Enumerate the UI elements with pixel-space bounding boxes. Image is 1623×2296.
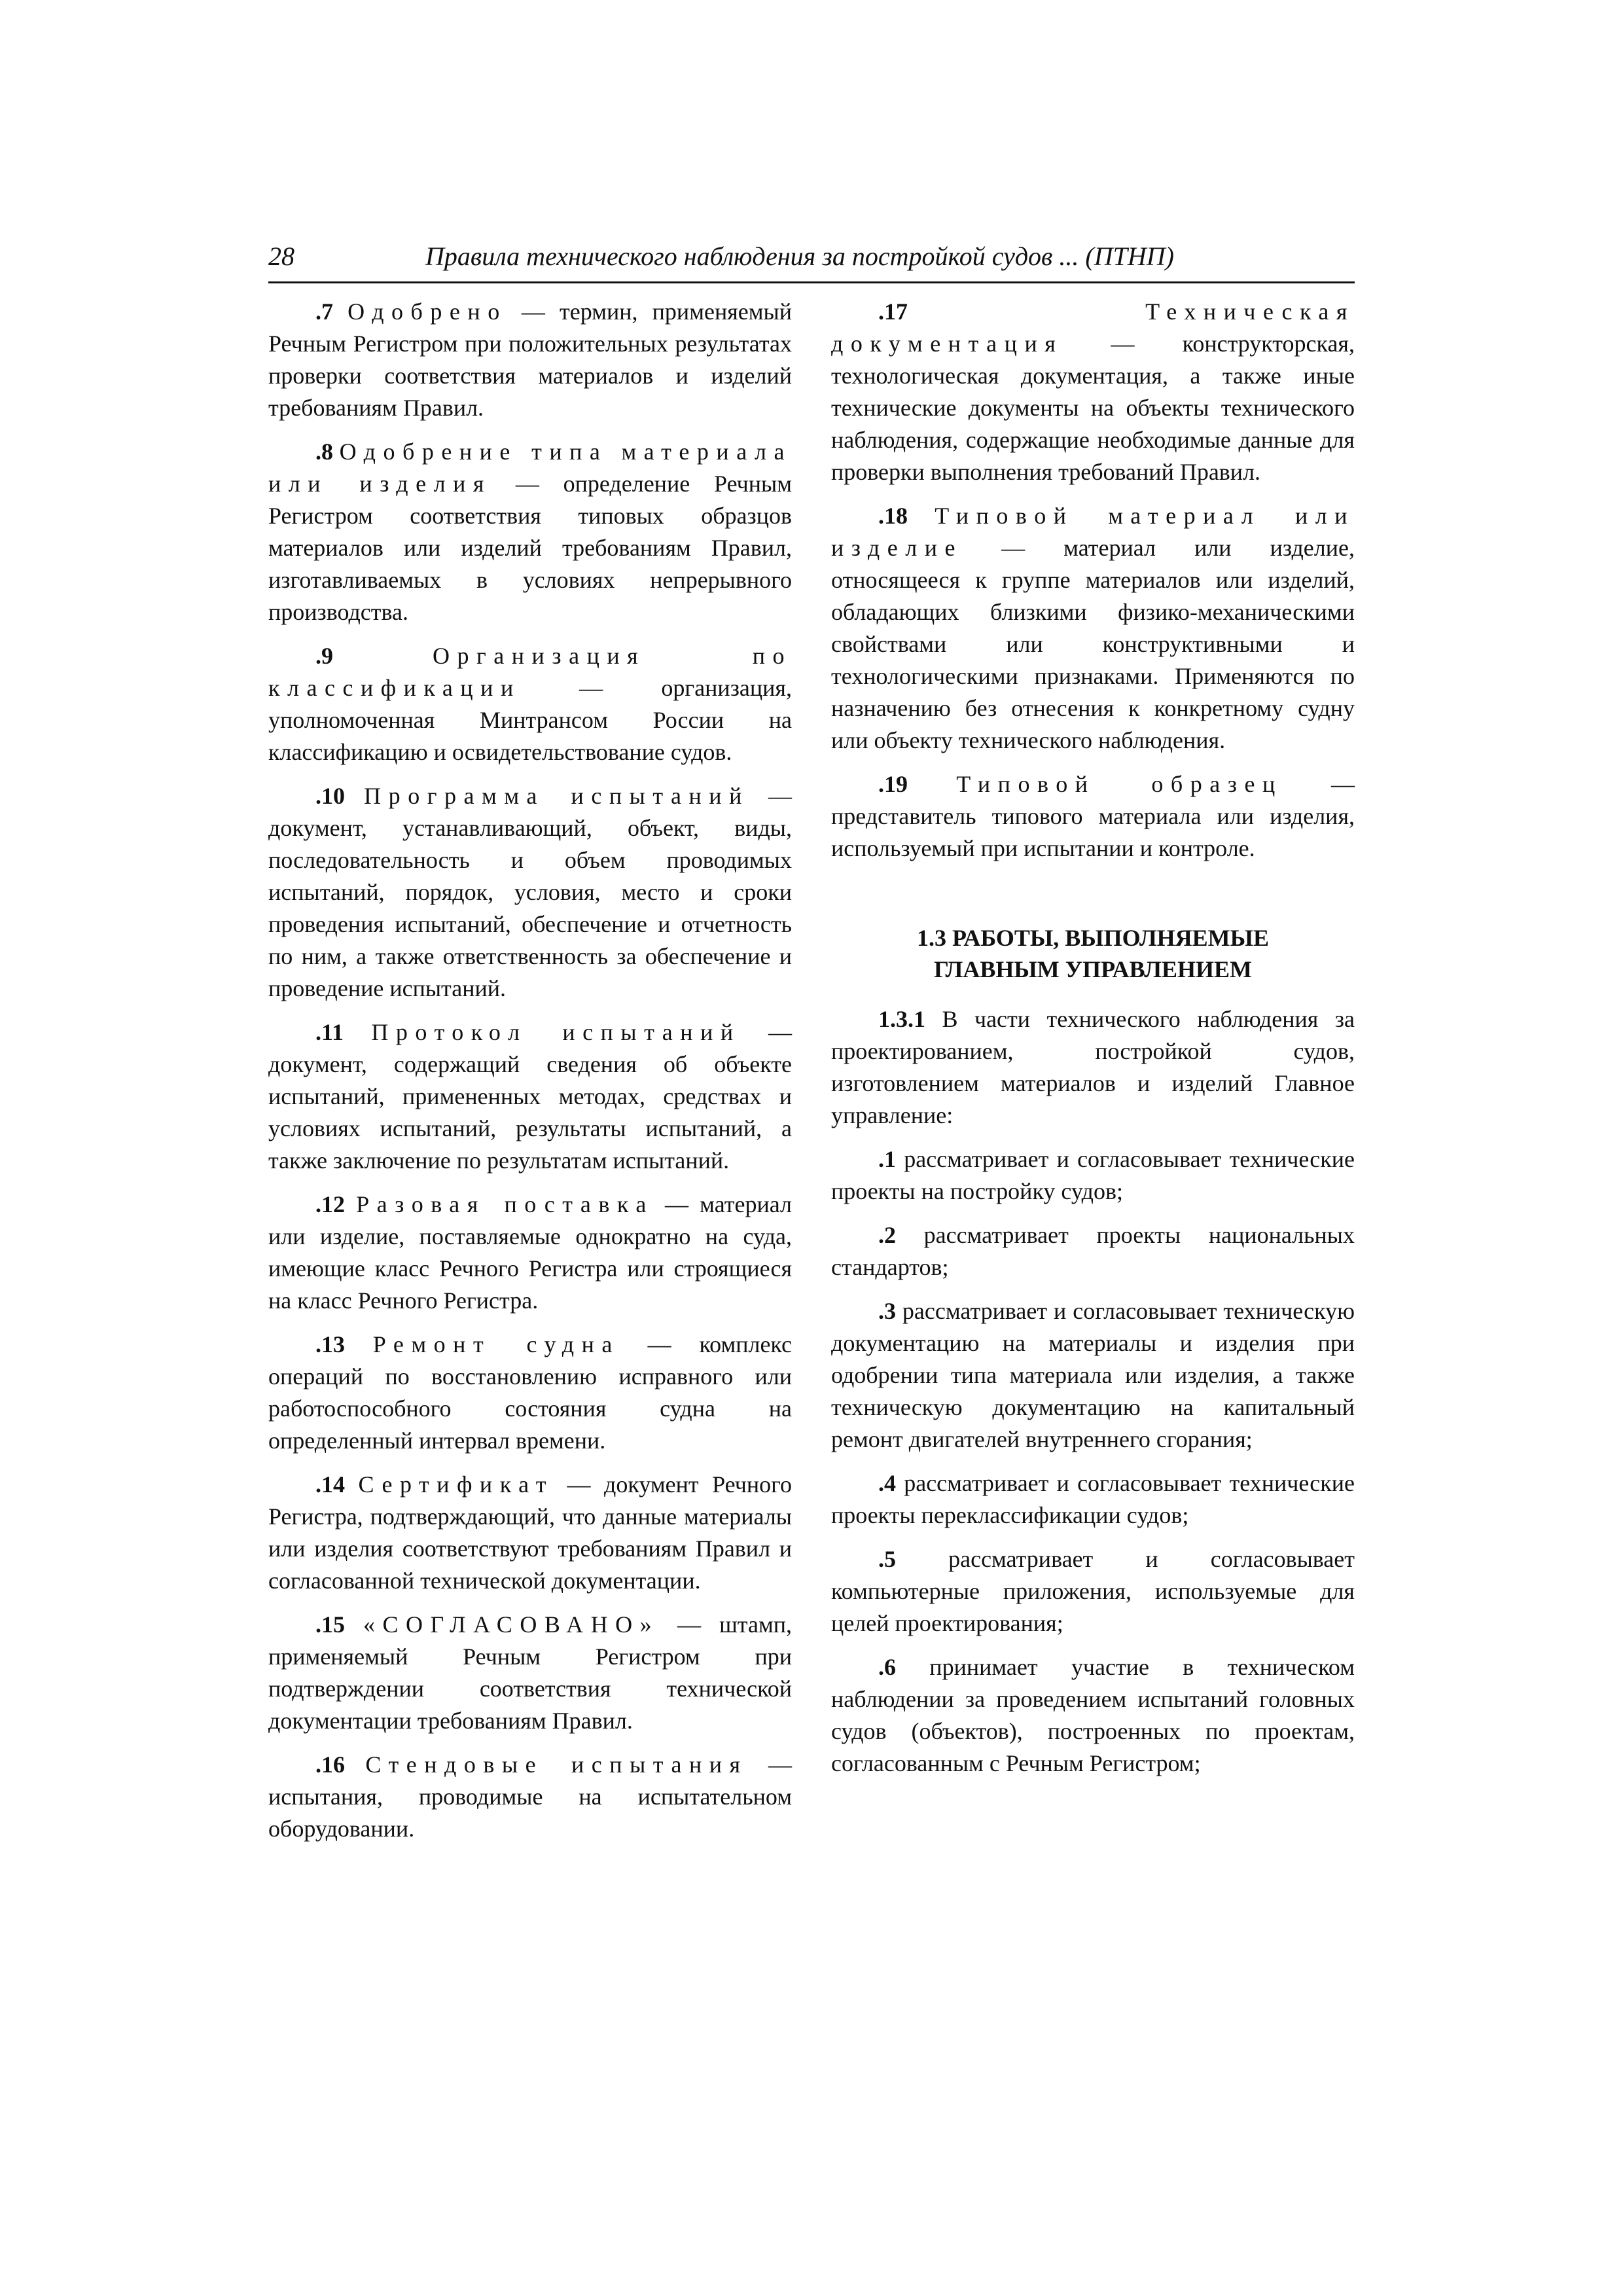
- defined-term: Типовой образец: [956, 771, 1283, 797]
- item-number: .5: [878, 1546, 896, 1572]
- definition-text: — представитель типового материала или изделия, используемый при испытании и контроле.: [831, 771, 1355, 861]
- defined-term: Протокол испытаний: [371, 1019, 741, 1045]
- item-number: .13: [315, 1331, 345, 1357]
- item-number: .18: [878, 503, 908, 529]
- item-number: .3: [878, 1298, 896, 1324]
- list-item: [831, 1143, 1355, 1208]
- section-heading: [831, 922, 1355, 985]
- item-number: .6: [878, 1654, 896, 1680]
- item-number: .11: [315, 1019, 344, 1045]
- item-text: рассматривает и согласовывает техническую документацию на материалы и изделия при одобрении типа материала или изделия, а также техническую документацию на капитальный ремонт двигателей внутреннего сгорания;: [831, 1298, 1355, 1452]
- definition-9: [268, 640, 792, 768]
- definition-18: [831, 500, 1355, 757]
- running-title: Правила технического наблюдения за постройкой судов ... (ПТНП): [425, 242, 1174, 271]
- item-number: .19: [878, 771, 908, 797]
- clause-number: 1.3.1: [878, 1006, 925, 1032]
- item-number: .17: [878, 298, 908, 325]
- definition-text: — документ Речного Регистра, подтверждающий, что данные материалы или изделия соответствуют требованиям Правил и согласованной технической документации.: [268, 1471, 792, 1594]
- defined-term: Стендовые испытания: [365, 1751, 748, 1778]
- defined-term: Одобрение типа материала или изделия: [268, 439, 792, 497]
- list-item: [831, 1543, 1355, 1640]
- item-number: .15: [315, 1611, 345, 1638]
- definition-11: [268, 1016, 792, 1177]
- definition-text: — организация, уполномоченная Минтрансом России на классификацию и освидетельствование судов.: [268, 675, 792, 765]
- item-number: .8: [315, 439, 333, 465]
- definition-10: [268, 780, 792, 1005]
- definition-14: [268, 1469, 792, 1597]
- definition-text: — термин, применяемый Речным Регистром при положительных результатах проверки соответствия материалов и изделий требованиям Правил.: [268, 298, 792, 421]
- item-text: принимает участие в техническом наблюдении за проведением испытаний головных судов (объектов), построенных по проектам, согласованным с Речным Регистром;: [831, 1654, 1355, 1776]
- page-number: 28: [268, 242, 294, 271]
- list-item: [831, 1295, 1355, 1456]
- definition-text: — документ, устанавливающий, объект, виды, последовательность и объем проводимых испытаний, порядок, условия, место и сроки проведения испытаний, обеспечение и отчетность по ним, а также ответственность за обеспечение и проведение испытаний.: [268, 783, 793, 1001]
- list-item: [831, 1467, 1355, 1532]
- item-number: .1: [878, 1146, 896, 1172]
- definition-text: — материал или изделие, поставляемые однократно на суда, имеющие класс Речного Регистра или строящиеся на класс Речного Регистра.: [268, 1191, 792, 1314]
- definition-text: — материал или изделие, относящееся к группе материалов или изделий, обладающих близкими физико-механическими свойствами или конструктивными и технологическими признаками. Применяются по назначению без отнесения к конкретному судну или объекту технического наблюдения.: [831, 535, 1355, 753]
- item-number: .12: [315, 1191, 345, 1217]
- definition-16: [268, 1749, 792, 1845]
- definition-7: [268, 296, 792, 424]
- definition-12: [268, 1189, 792, 1317]
- item-number: .4: [878, 1470, 896, 1496]
- list-item: [831, 1219, 1355, 1283]
- right-column: [831, 296, 1355, 1791]
- defined-term: Типовой материал или изделие: [831, 503, 1355, 561]
- definition-text: — комплекс операций по восстановлению исправного или работоспособного состояния судна на определенный интервал времени.: [268, 1331, 792, 1454]
- definition-8: [268, 436, 792, 628]
- defined-term: Разовая поставка: [356, 1191, 654, 1217]
- item-number: .14: [315, 1471, 345, 1498]
- document-page: [268, 236, 1355, 1842]
- definition-text: — испытания, проводимые на испытательном оборудовании.: [268, 1751, 793, 1842]
- defined-term: «СОГЛАСОВАНО»: [363, 1611, 660, 1638]
- defined-term: Сертификат: [358, 1471, 554, 1498]
- defined-term: Программа испытаний: [364, 783, 749, 809]
- item-text: рассматривает проекты национальных стандартов;: [831, 1222, 1355, 1280]
- item-text: рассматривает и согласовывает технические проекты на постройку судов;: [831, 1146, 1355, 1204]
- item-number: .9: [315, 643, 333, 669]
- definition-19: [831, 768, 1355, 865]
- left-column: [268, 296, 792, 1857]
- item-number: .2: [878, 1222, 896, 1248]
- clause-text: В части технического наблюдения за проектированием, постройкой судов, изготовлением материалов и изделий Главное управление:: [831, 1006, 1355, 1128]
- item-number: .7: [315, 298, 333, 325]
- running-header: [268, 236, 1355, 283]
- defined-term: Ремонт судна: [372, 1331, 620, 1357]
- definition-17: [831, 296, 1355, 488]
- definition-text: — определение Речным Регистром соответствия типовых образцов материалов или изделий требованиям Правил, изготавливаемых в условиях непрерывного производства.: [268, 471, 792, 625]
- item-text: рассматривает и согласовывает технические проекты переклассификации судов;: [831, 1470, 1355, 1528]
- section-intro: [831, 1003, 1355, 1132]
- section-heading-line: ГЛАВНЫМ УПРАВЛЕНИЕМ: [934, 956, 1252, 982]
- item-number: .10: [315, 783, 345, 809]
- definition-text: — штамп, применяемый Речным Регистром при подтверждении соответствия технической документации требованиям Правил.: [268, 1611, 793, 1734]
- definition-text: — конструкторская, технологическая документация, а также иные технические документы на объекты технического наблюдения, содержащие необходимые данные для проверки выполнения требований Правил.: [831, 331, 1355, 485]
- item-number: .16: [315, 1751, 345, 1778]
- section-heading-line: 1.3 РАБОТЫ, ВЫПОЛНЯЕМЫЕ: [916, 925, 1270, 951]
- item-text: рассматривает и согласовывает компьютерные приложения, используемые для целей проектирования;: [831, 1546, 1355, 1636]
- definition-text: — документ, содержащий сведения об объекте испытаний, примененных методах, средствах и условиях испытаний, результаты испытаний, а также заключение по результатам испытаний.: [268, 1019, 792, 1174]
- list-item: [831, 1651, 1355, 1780]
- definition-15: [268, 1609, 792, 1737]
- defined-term: Техническая документация: [831, 298, 1355, 357]
- defined-term: Организация по классификации: [268, 643, 793, 701]
- definition-13: [268, 1329, 792, 1457]
- defined-term: Одобрено: [348, 298, 507, 325]
